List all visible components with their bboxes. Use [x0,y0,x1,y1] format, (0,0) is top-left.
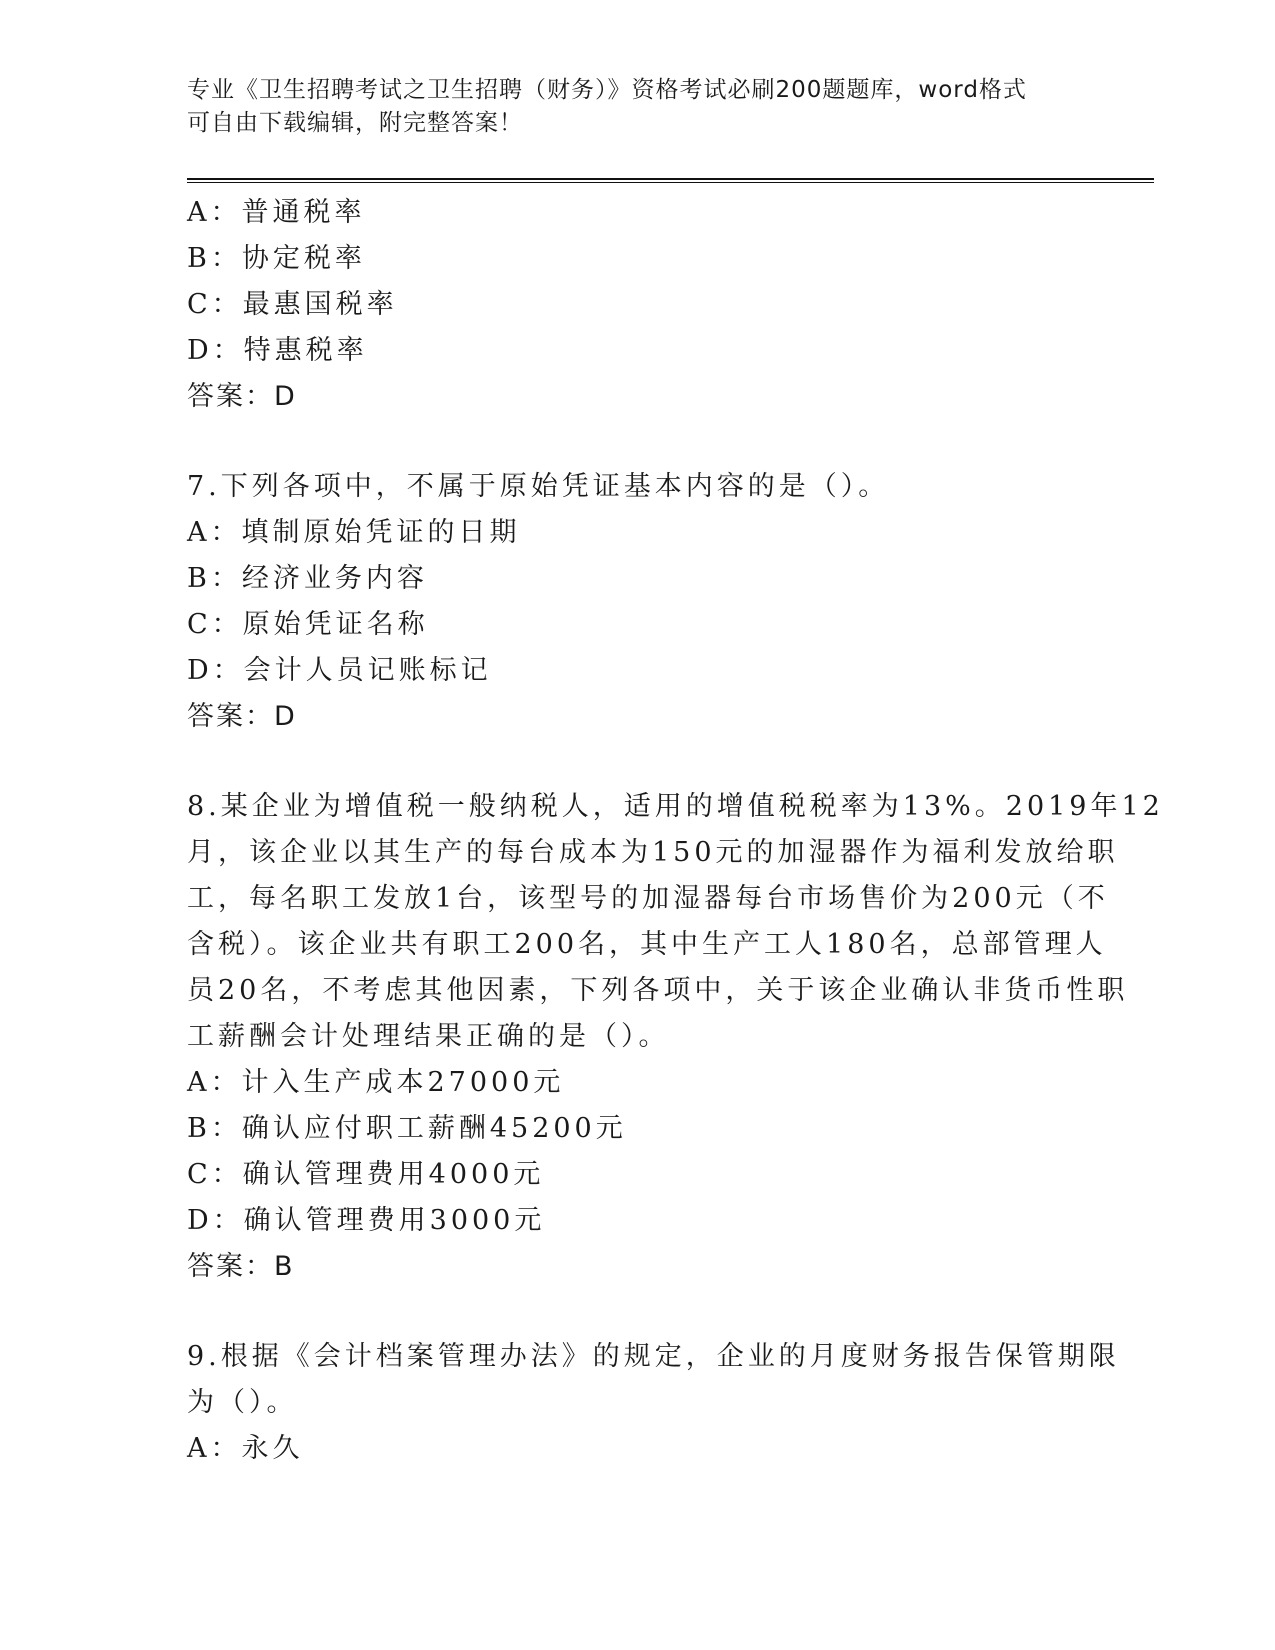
question-6-block [187,190,1087,420]
option-c: C：最惠国税率 [187,289,398,320]
answer-label: 答案：D [187,701,297,732]
option-d: D：会计人员记账标记 [187,655,492,686]
question-stem-line-2: 为（）。 [187,1387,298,1418]
option-a: A：填制原始凭证的日期 [187,517,521,548]
header-divider-thick [187,178,1154,180]
option-d: D：确认管理费用3000元 [187,1205,546,1236]
option-a: A：永久 [187,1433,304,1464]
option-a: A：计入生产成本27000元 [187,1067,565,1098]
question-stem-line-6: 工薪酬会计处理结果正确的是（）。 [187,1021,670,1052]
question-stem-line-4: 含税）。该企业共有职工200名，其中生产工人180名，总部管理人 [187,929,1107,960]
option-b: B：确认应付职工薪酬45200元 [187,1113,627,1144]
document-header [187,74,1067,140]
header-line-1: 专业《卫生招聘考试之卫生招聘（财务）》资格考试必刷200题题库，word格式 [187,77,1027,103]
question-9-block [187,1334,1120,1472]
question-stem-line-5: 员20名，不考虑其他因素，下列各项中，关于该企业确认非货币性职 [187,975,1129,1006]
header-line-2: 可自由下载编辑，附完整答案！ [187,110,523,136]
question-7-block [187,464,1087,740]
option-c: C：原始凭证名称 [187,609,429,640]
option-b: B：协定税率 [187,243,366,274]
option-a: A：普通税率 [187,197,366,228]
option-c: C：确认管理费用4000元 [187,1159,545,1190]
question-stem-line-1: 9.根据《会计档案管理办法》的规定，企业的月度财务报告保管期限 [187,1341,1120,1372]
question-8-block [187,784,1164,1290]
question-stem: 7.下列各项中，不属于原始凭证基本内容的是（）。 [187,471,890,502]
answer-label: 答案：B [187,1251,295,1282]
option-d: D：特惠税率 [187,335,368,366]
option-b: B：经济业务内容 [187,563,428,594]
answer-label: 答案：D [187,381,297,412]
header-divider-thin [187,182,1154,183]
document-body [187,190,1164,1472]
question-stem-line-1: 8.某企业为增值税一般纳税人，适用的增值税税率为13%。2019年12 [187,791,1164,822]
question-stem-line-2: 月，该企业以其生产的每台成本为150元的加湿器作为福利发放给职 [187,837,1119,868]
question-stem-line-3: 工，每名职工发放1台，该型号的加湿器每台市场售价为200元（不 [187,883,1109,914]
